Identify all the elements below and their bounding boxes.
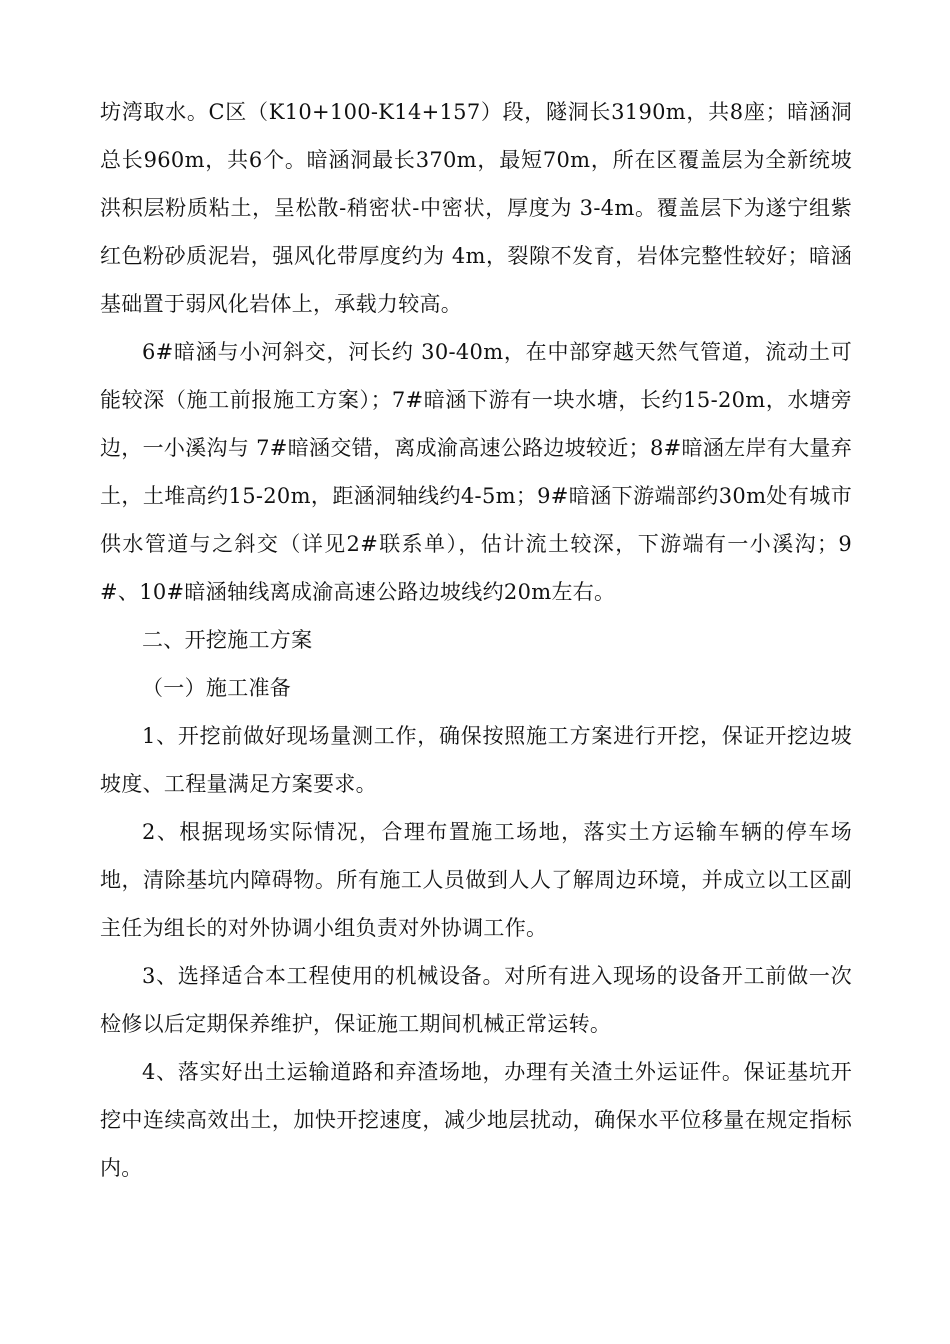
list-item-equipment: 3、选择适合本工程使用的机械设备。对所有进入现场的设备开工前做一次检修以后定期保养维护，保证施工期间机械正常运转。 [100,964,852,1036]
section-heading-excavation-plan: 二、开挖施工方案 [142,628,313,652]
paragraph-c-zone-geology: 坊湾取水。C区（K10+100-K14+157）段，隧洞长3190m，共8座；暗涵洞总长960m，共6个。暗涵洞最长370m，最短70m，所在区覆盖层为全新统坡洪积层粉质粘土，呈松散-稍密状-中密状，厚度为 3-4m。覆盖层下为遂宁组紫红色粉砂质泥岩，强风化带厚度约为 4m，裂隙不发育，岩体完整性较好；暗涵基础置于弱风化岩体上，承载力较高。 [100,100,852,316]
paragraph-culvert-conditions: 6#暗涵与小河斜交，河长约 30-40m，在中部穿越天然气管道，流动土可能较深（施工前报施工方案）；7#暗涵下游有一块水塘，长约15-20m，水塘旁边，一小溪沟与 7#暗涵交错，离成渝高速公路边坡较近；8#暗涵左岸有大量弃土，土堆高约15-20m，距涵洞轴线约4-5m；9#暗涵下游端部约30m处有城市供水管道与之斜交（详见2#联系单），估计流土较深，下游端有一小溪沟；9#、10#暗涵轴线离成渝高速公路边坡线约20m左右。 [100,340,852,604]
subsection-heading-preparation: （一）施工准备 [142,676,292,700]
document-body [100,88,852,1192]
list-item-survey: 1、开挖前做好现场量测工作，确保按照施工方案进行开挖，保证开挖边坡坡度、工程量满足方案要求。 [100,724,852,796]
list-item-site-layout: 2、根据现场实际情况，合理布置施工场地，落实土方运输车辆的停车场地，清除基坑内障碍物。所有施工人员做到人人了解周边环境，并成立以工区副主任为组长的对外协调小组负责对外协调工作。 [100,820,852,940]
list-item-spoil-transport: 4、落实好出土运输道路和弃渣场地，办理有关渣土外运证件。保证基坑开挖中连续高效出土，加快开挖速度，减少地层扰动，确保水平位移量在规定指标内。 [100,1060,852,1180]
